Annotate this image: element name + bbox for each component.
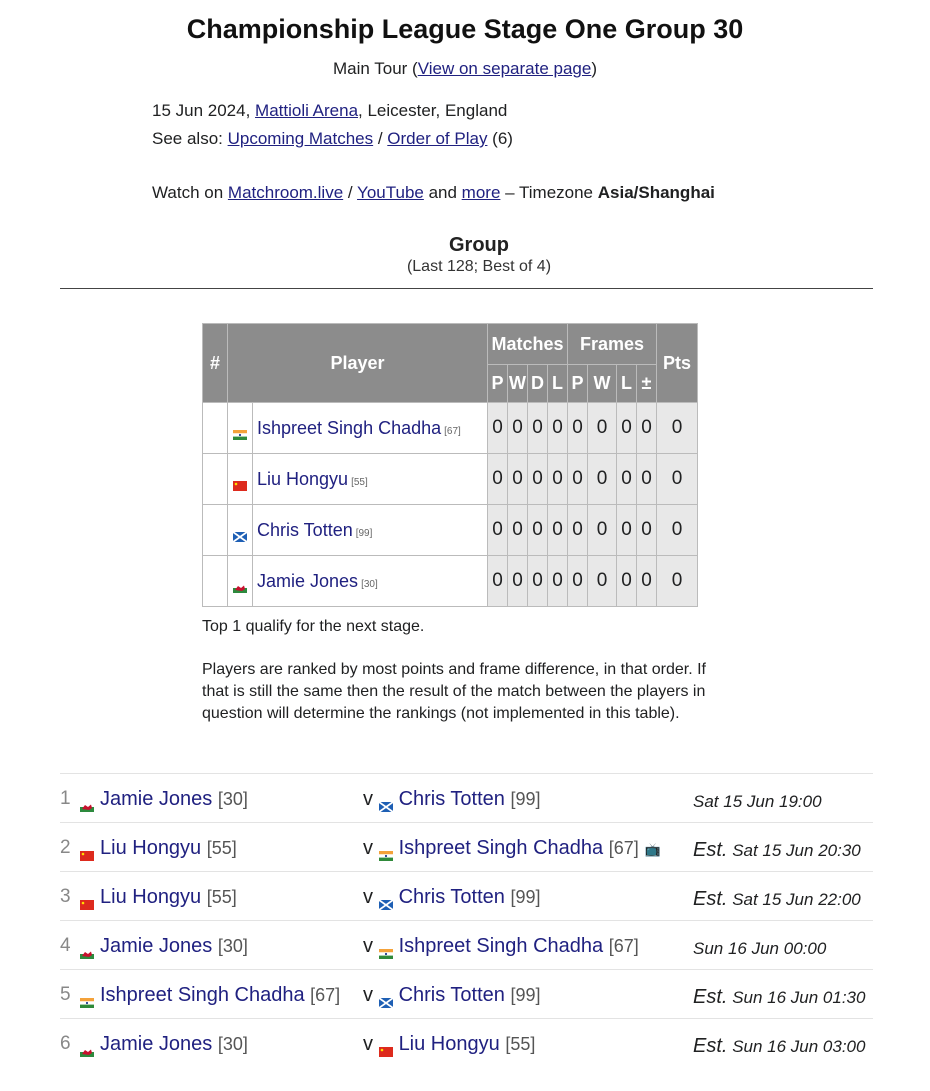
estimated-label: Est.	[693, 986, 728, 1008]
flag-icon	[379, 991, 393, 1001]
venue-link[interactable]: Mattioli Arena	[255, 101, 359, 120]
more-link[interactable]: more	[461, 183, 501, 202]
match-number: 1	[60, 788, 71, 809]
rank-cell	[203, 556, 228, 607]
player-one-name-link[interactable]: Jamie Jones	[100, 788, 213, 810]
group-title: Group	[449, 234, 509, 256]
flag-icon	[379, 893, 393, 903]
player-two-seed: [67]	[608, 936, 639, 956]
match-time	[693, 839, 861, 862]
player-two-name-link[interactable]: Chris Totten	[398, 886, 505, 908]
player-two-name-link[interactable]: Chris Totten	[398, 788, 505, 810]
match-datetime: Sun 16 Jun 00:00	[693, 939, 827, 958]
flag-icon	[379, 1040, 393, 1050]
stat-ml: 0	[548, 403, 568, 454]
frames-won-header: W	[588, 365, 617, 403]
player-one-seed: [30]	[217, 789, 248, 809]
stat-fd: 0	[637, 454, 657, 505]
matches-played-header: P	[488, 365, 508, 403]
stat-fw: 0	[588, 505, 617, 556]
see-also-separator: /	[373, 129, 388, 148]
order-of-play-link[interactable]: Order of Play	[387, 129, 488, 148]
stat-fp: 0	[568, 454, 588, 505]
stat-mw: 0	[508, 556, 528, 607]
player-two	[363, 788, 547, 811]
match-number: 6	[60, 1033, 71, 1054]
match-time	[693, 986, 865, 1009]
player-two-name-link[interactable]: Ishpreet Singh Chadha	[398, 935, 604, 957]
flag-icon	[228, 454, 253, 505]
match-number: 4	[60, 935, 71, 956]
stat-fw: 0	[588, 403, 617, 454]
match-datetime: Sat 15 Jun 22:00	[732, 890, 861, 909]
stat-fd: 0	[637, 403, 657, 454]
section-divider	[60, 288, 873, 289]
stat-fp: 0	[568, 505, 588, 556]
player-two-name-link[interactable]: Liu Hongyu	[398, 1033, 500, 1055]
match-time	[693, 790, 822, 813]
match-number: 5	[60, 984, 71, 1005]
versus-label: v	[363, 837, 373, 859]
versus-label: v	[363, 886, 373, 908]
youtube-link[interactable]: YouTube	[357, 183, 424, 202]
stat-mw: 0	[508, 454, 528, 505]
matches-won-header: W	[508, 365, 528, 403]
player-two-name-link[interactable]: Chris Totten	[398, 984, 505, 1006]
player-two-seed: [99]	[510, 887, 541, 907]
stat-ml: 0	[548, 454, 568, 505]
group-heading	[0, 234, 930, 276]
stat-fp: 0	[568, 556, 588, 607]
player-one-name-link[interactable]: Liu Hongyu	[100, 886, 202, 908]
player-one-name-link[interactable]: Jamie Jones	[100, 935, 213, 957]
player-two	[363, 886, 547, 909]
matches-header: Matches	[488, 324, 568, 365]
stat-fd: 0	[637, 556, 657, 607]
stat-ml: 0	[548, 505, 568, 556]
player-name-link[interactable]: Liu Hongyu	[257, 468, 349, 489]
player-one	[80, 984, 340, 1007]
timezone-label: – Timezone	[500, 183, 598, 202]
subtitle-suffix: )	[591, 59, 597, 78]
flag-icon	[80, 1040, 94, 1050]
watch-and: and	[423, 183, 462, 202]
frames-header: Frames	[568, 324, 657, 365]
player-two-seed: [55]	[505, 1034, 536, 1054]
match-datetime: Sat 15 Jun 19:00	[693, 792, 822, 811]
stat-fw: 0	[588, 454, 617, 505]
order-of-play-count: (6)	[487, 129, 513, 148]
see-also-line	[152, 129, 513, 149]
flag-icon	[228, 505, 253, 556]
stat-mw: 0	[508, 403, 528, 454]
group-subtitle: (Last 128; Best of 4)	[406, 258, 552, 275]
stat-md: 0	[528, 505, 548, 556]
match-datetime: Sun 16 Jun 01:30	[732, 988, 866, 1007]
player-one-seed: [30]	[217, 1034, 248, 1054]
estimated-label: Est.	[693, 839, 728, 861]
stat-md: 0	[528, 403, 548, 454]
player-one-name-link[interactable]: Jamie Jones	[100, 1033, 213, 1055]
standings-table	[202, 323, 698, 607]
points-cell: 0	[657, 403, 698, 454]
match-row	[60, 969, 873, 1018]
player-one	[80, 788, 248, 811]
standings-row	[203, 505, 698, 556]
match-datetime: Sun 16 Jun 03:00	[732, 1037, 866, 1056]
upcoming-matches-link[interactable]: Upcoming Matches	[227, 129, 374, 148]
watch-line	[152, 183, 715, 203]
rank-cell	[203, 454, 228, 505]
watch-separator: /	[343, 183, 358, 202]
player-two-name-link[interactable]: Ishpreet Singh Chadha	[398, 837, 604, 859]
player-seed: [55]	[351, 476, 368, 488]
player-one	[80, 837, 237, 860]
player-one-name-link[interactable]: Ishpreet Singh Chadha	[100, 984, 305, 1006]
watch-label: Watch on	[152, 183, 228, 202]
player-name-link[interactable]: Jamie Jones	[257, 570, 359, 591]
versus-label: v	[363, 1033, 373, 1055]
standings-row	[203, 556, 698, 607]
player-one-name-link[interactable]: Liu Hongyu	[100, 837, 202, 859]
flag-icon	[379, 844, 393, 854]
event-info-line	[152, 101, 507, 121]
points-header: Pts	[657, 324, 698, 403]
stat-fw: 0	[588, 556, 617, 607]
see-also-label: See also:	[152, 129, 228, 148]
flag-icon	[80, 844, 94, 854]
stat-mw: 0	[508, 505, 528, 556]
match-list	[60, 773, 873, 1067]
player-seed: [99]	[355, 527, 373, 539]
versus-label: v	[363, 984, 373, 1006]
match-time	[693, 937, 826, 960]
tv-icon: 📺	[644, 842, 661, 857]
player-seed: [30]	[361, 578, 378, 590]
player-one-seed: [55]	[206, 838, 237, 858]
match-time	[693, 1035, 865, 1058]
flag-icon	[379, 795, 393, 805]
player-one	[80, 935, 248, 958]
qualify-note: Top 1 qualify for the next stage.	[202, 618, 425, 635]
stat-mp: 0	[488, 403, 508, 454]
match-row	[60, 920, 873, 969]
frame-diff-header: ±	[637, 365, 657, 403]
stat-fl: 0	[617, 403, 637, 454]
player-name-link[interactable]: Chris Totten	[257, 519, 353, 540]
stat-fl: 0	[617, 505, 637, 556]
player-one-seed: [55]	[206, 887, 237, 907]
stat-fl: 0	[617, 556, 637, 607]
standings-row	[203, 454, 698, 505]
stat-fd: 0	[637, 505, 657, 556]
stat-fl: 0	[617, 454, 637, 505]
rank-cell	[203, 505, 228, 556]
estimated-label: Est.	[693, 888, 728, 910]
player-one-seed: [67]	[310, 985, 341, 1005]
match-datetime: Sat 15 Jun 20:30	[732, 841, 861, 860]
player-one	[80, 1033, 248, 1056]
player-two-seed: [99]	[510, 789, 541, 809]
flag-icon	[80, 795, 94, 805]
points-cell: 0	[657, 454, 698, 505]
player-cell	[253, 556, 488, 607]
versus-label: v	[363, 935, 373, 957]
player-cell	[253, 454, 488, 505]
rank-cell	[203, 403, 228, 454]
match-time	[693, 888, 861, 911]
player-cell	[253, 403, 488, 454]
event-location: , Leicester, England	[358, 101, 508, 120]
subtitle-prefix: Main Tour (	[333, 59, 418, 78]
player-header: Player	[228, 324, 488, 403]
stat-mp: 0	[488, 556, 508, 607]
player-two	[363, 984, 547, 1007]
player-cell	[253, 505, 488, 556]
matches-lost-header: L	[548, 365, 568, 403]
player-two-seed: [67]	[608, 838, 639, 858]
matchroom-link[interactable]: Matchroom.live	[227, 183, 344, 202]
player-two	[363, 935, 645, 958]
match-row	[60, 822, 873, 871]
stat-md: 0	[528, 454, 548, 505]
player-two	[363, 1033, 541, 1056]
standings-row	[203, 403, 698, 454]
stat-mp: 0	[488, 454, 508, 505]
player-two	[363, 837, 661, 860]
player-one	[80, 886, 237, 909]
matches-drawn-header: D	[528, 365, 548, 403]
flag-icon	[80, 942, 94, 952]
stat-ml: 0	[548, 556, 568, 607]
versus-label: v	[363, 788, 373, 810]
stat-mp: 0	[488, 505, 508, 556]
flag-icon	[228, 403, 253, 454]
match-number: 3	[60, 886, 71, 907]
player-seed: [67]	[444, 425, 461, 437]
frames-played-header: P	[568, 365, 588, 403]
player-one-seed: [30]	[217, 936, 248, 956]
flag-icon	[379, 942, 393, 952]
player-two-seed: [99]	[510, 985, 541, 1005]
timezone-value: Asia/Shanghai	[597, 183, 715, 202]
stat-fp: 0	[568, 403, 588, 454]
match-row	[60, 871, 873, 920]
match-number: 2	[60, 837, 71, 858]
view-separate-page-link[interactable]: View on separate page	[417, 59, 592, 78]
points-cell: 0	[657, 556, 698, 607]
player-name-link[interactable]: Ishpreet Singh Chadha	[257, 417, 442, 438]
flag-icon	[80, 991, 94, 1001]
page-title: Championship League Stage One Group 30	[186, 14, 744, 44]
rank-header: #	[203, 324, 228, 403]
subtitle	[0, 59, 930, 79]
flag-icon	[80, 893, 94, 903]
flag-icon	[228, 556, 253, 607]
points-cell: 0	[657, 505, 698, 556]
estimated-label: Est.	[693, 1035, 728, 1057]
frames-lost-header: L	[617, 365, 637, 403]
match-row	[60, 773, 873, 822]
ranking-note: Players are ranked by most points and frame difference, in that order. If that is still the same then the result of the match between the players in question will determine the rankings (not implemented in this table).	[202, 661, 706, 722]
stat-md: 0	[528, 556, 548, 607]
match-row	[60, 1018, 873, 1067]
event-date: 15 Jun 2024,	[152, 101, 256, 120]
